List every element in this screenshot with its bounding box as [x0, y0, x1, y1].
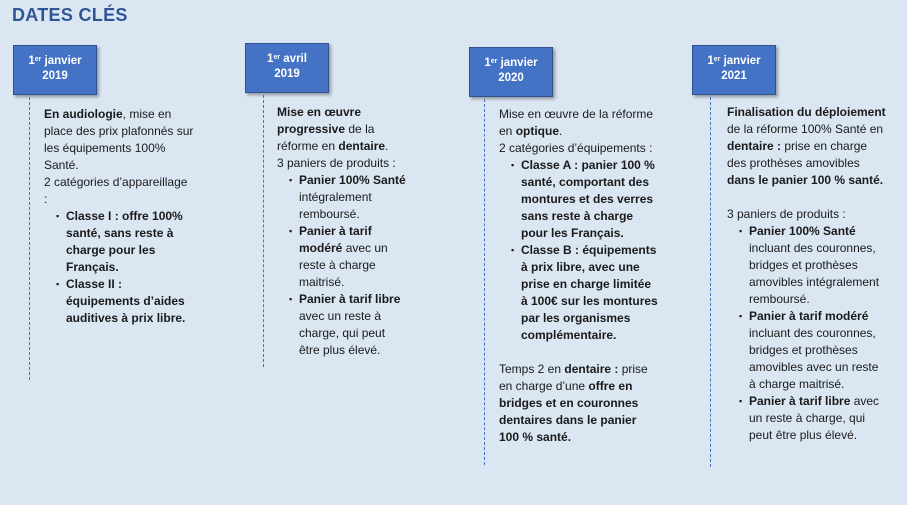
- list-item: [739, 223, 887, 308]
- c1-li2: Classe II : équipements d’aides auditives à prix libre.: [66, 277, 186, 325]
- list-item: [56, 276, 194, 327]
- c2-a2: de la réforme en: [277, 122, 375, 153]
- c4-li2a: Panier à tarif modéré: [749, 309, 869, 323]
- list-item: [511, 157, 659, 242]
- list-item: [289, 172, 407, 223]
- c1-b: 2 catégories d’appareillage :: [44, 175, 188, 206]
- column-4-text: [727, 104, 887, 444]
- date-sup: er: [490, 58, 498, 65]
- date-badge-4: [692, 45, 776, 95]
- list-item: [289, 291, 407, 359]
- timeline-line-1: [29, 97, 30, 380]
- list-item: [289, 223, 407, 291]
- list-item: [511, 242, 659, 344]
- c2-a1: Mise en œuvre progressive: [277, 105, 362, 136]
- c4-a2: de la réforme 100% Santé en: [727, 122, 884, 136]
- timeline-line-2: [263, 95, 264, 367]
- date-year: 2020: [498, 72, 524, 84]
- date-sup: er: [34, 56, 42, 63]
- date-badge-2: [245, 43, 329, 93]
- date-day: 1: [267, 53, 274, 65]
- date-sup: er: [713, 56, 721, 63]
- c4-a3: dentaire :: [727, 139, 782, 153]
- date-month: janvier: [497, 57, 538, 69]
- date-day: 1: [28, 55, 35, 67]
- c1-li1: Classe I : offre 100% santé, sans reste à charge pour les Français.: [66, 209, 183, 274]
- date-badge-3: [469, 47, 553, 97]
- c3-li2: Classe B : équipements à prix libre, avec une prise en charge limitée à 100€ sur les montures par les organismes complémentaire.: [521, 243, 658, 342]
- c3-c1: Temps 2 en: [499, 362, 565, 376]
- c4-li1b: incluant des couronnes, bridges et prothèses amovibles intégralement remboursé.: [749, 241, 880, 306]
- column-2-text: [277, 104, 407, 359]
- c4-a4: prise en charge des prothèses amovibles: [727, 139, 868, 170]
- date-year: 2019: [274, 68, 300, 80]
- c3-li1: Classe A : panier 100 % santé, comportant des montures et des verres sans reste à charge pour les Français.: [521, 158, 655, 240]
- c4-b: 3 paniers de produits :: [727, 207, 846, 221]
- c2-a3: dentaire: [338, 139, 386, 153]
- c3-c4: offre en bridges et en couronnes dentaires dans le panier 100 % santé.: [499, 379, 639, 444]
- c3-c2: dentaire :: [564, 362, 619, 376]
- date-month: janvier: [41, 55, 82, 67]
- date-day: 1: [484, 57, 491, 69]
- page-title: DATES CLÉS: [12, 5, 128, 25]
- column-1-text: [44, 106, 194, 327]
- date-month: janvier: [720, 55, 761, 67]
- c2-li2b: avec un reste à charge maitrisé.: [299, 241, 388, 289]
- c1-a2: , mise en place des prix plafonnés sur les équipements 100% Santé.: [44, 107, 194, 172]
- column-3-text: [499, 106, 659, 446]
- c1-a1: En audiologie: [44, 107, 123, 121]
- c2-a4: .: [385, 139, 389, 153]
- list-item: [739, 393, 887, 444]
- c4-li2b: incluant des couronnes, bridges et prothèses amovibles avec un reste à charge maitrisé.: [749, 326, 879, 391]
- date-sup: er: [273, 54, 281, 61]
- c3-b: 2 catégories d’équipements :: [499, 141, 653, 155]
- date-day: 1: [707, 55, 714, 67]
- c4-li3a: Panier à tarif libre: [749, 394, 851, 408]
- c2-li3a: Panier à tarif libre: [299, 292, 401, 306]
- c2-b: 3 paniers de produits :: [277, 156, 396, 170]
- c4-li1a: Panier 100% Santé: [749, 224, 856, 238]
- date-badge-1: [13, 45, 97, 95]
- date-year: 2019: [42, 70, 68, 82]
- list-item: [56, 208, 194, 276]
- c4-a5: dans le panier 100 % santé.: [727, 173, 884, 187]
- c2-li3b: avec un reste à charge, qui peut être plus élevé.: [299, 309, 386, 357]
- c3-a1: Mise en œuvre de la réforme en: [499, 107, 654, 138]
- date-month: avril: [280, 53, 307, 65]
- date-year: 2021: [721, 70, 747, 82]
- timeline-line-4: [710, 97, 711, 467]
- c3-a2: optique: [515, 124, 560, 138]
- c2-li1a: Panier 100% Santé: [299, 173, 406, 187]
- c2-li2a: Panier à tarif modéré: [299, 224, 372, 255]
- c3-c3: prise en charge d’une: [499, 362, 648, 393]
- c2-li1b: intégralement remboursé.: [299, 190, 372, 221]
- timeline-line-3: [484, 99, 485, 465]
- c4-li3b: avec un reste à charge, qui peut être plus élevé.: [749, 394, 880, 442]
- c4-a1: Finalisation du déploiement: [727, 105, 886, 119]
- c3-a3: .: [559, 124, 563, 138]
- list-item: [739, 308, 887, 393]
